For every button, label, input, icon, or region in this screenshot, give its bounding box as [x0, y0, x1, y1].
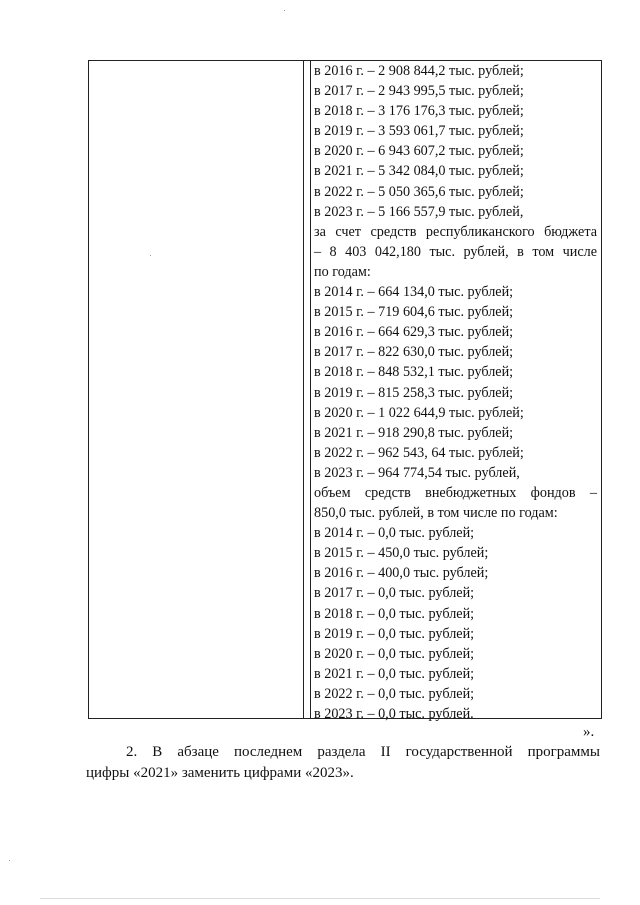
table-line: в 2021 г. – 5 342 084,0 тыс. рублей; [314, 163, 524, 180]
table-line: в 2020 г. – 0,0 тыс. рублей; [314, 645, 475, 662]
table-line: в 2020 г. – 1 022 644,9 тыс. рублей; [314, 404, 524, 421]
table-line: в 2023 г. – 964 774,54 тыс. рублей, [314, 464, 520, 481]
scan-edge-line [40, 898, 600, 899]
table-spacer-column [304, 61, 311, 718]
table-line: в 2018 г. – 0,0 тыс. рублей; [314, 605, 475, 622]
program-table [88, 60, 602, 722]
table-line: в 2019 г. – 815 258,3 тыс. рублей; [314, 384, 514, 401]
table-line: в 2018 г. – 3 176 176,3 тыс. рублей; [314, 103, 524, 120]
table-line: в 2015 г. – 719 604,6 тыс. рублей; [314, 304, 514, 321]
closing-quote: ». [583, 724, 595, 740]
table-line: в 2016 г. – 400,0 тыс. рублей; [314, 565, 489, 582]
table-line: в 2015 г. – 450,0 тыс. рублей; [314, 545, 489, 562]
table-line: в 2022 г. – 962 543, 64 тыс. рублей; [314, 444, 524, 461]
table-line: в 2019 г. – 0,0 тыс. рублей; [314, 625, 475, 642]
table-line: в 2017 г. – 822 630,0 тыс. рублей; [314, 344, 514, 361]
table-line: за счет средств республиканского бюджета [314, 223, 597, 240]
table-right-column [311, 61, 601, 722]
table-line: объем средств внебюджетных фондов – [314, 484, 597, 501]
table-line: в 2018 г. – 848 532,1 тыс. рублей; [314, 364, 514, 381]
table-line: в 2016 г. – 664 629,3 тыс. рублей; [314, 324, 514, 341]
scan-speck [284, 10, 285, 11]
paragraph-line-1: 2. В абзаце последнем раздела II государственной программы [126, 744, 600, 760]
scan-speck [9, 860, 10, 861]
table-line: в 2021 г. – 918 290,8 тыс. рублей; [314, 424, 514, 441]
table-left-column [89, 61, 304, 718]
scan-speck [150, 255, 151, 256]
table-line: в 2020 г. – 6 943 607,2 тыс. рублей; [314, 143, 524, 160]
table-line: в 2017 г. – 2 943 995,5 тыс. рублей; [314, 83, 524, 100]
table-line: в 2021 г. – 0,0 тыс. рублей; [314, 665, 475, 682]
table-line: в 2014 г. – 0,0 тыс. рублей; [314, 525, 475, 542]
table-line: в 2019 г. – 3 593 061,7 тыс. рублей; [314, 123, 524, 140]
table-line: в 2014 г. – 664 134,0 тыс. рублей; [314, 284, 514, 301]
amendment-paragraph [86, 742, 600, 783]
paragraph-line-2: цифры «2021» заменить цифрами «2023». [86, 764, 354, 781]
table-line: по годам: [314, 263, 371, 280]
table-line: в 2023 г. – 5 166 557,9 тыс. рублей, [314, 203, 524, 220]
table-line: в 2022 г. – 5 050 365,6 тыс. рублей; [314, 183, 524, 200]
table-line: 850,0 тыс. рублей, в том числе по годам: [314, 505, 558, 522]
table-line: в 2023 г. – 0,0 тыс. рублей. [314, 706, 474, 722]
table-line: в 2017 г. – 0,0 тыс. рублей; [314, 585, 475, 602]
table-line: в 2022 г. – 0,0 тыс. рублей; [314, 685, 475, 702]
table-line: в 2016 г. – 2 908 844,2 тыс. рублей; [314, 63, 524, 79]
table-line: – 8 403 042,180 тыс. рублей, в том числе [314, 243, 597, 260]
